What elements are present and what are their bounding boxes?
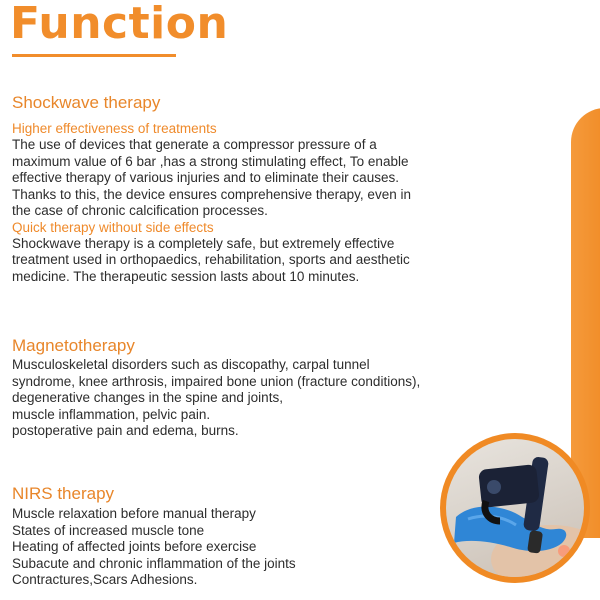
therapy-device-photo bbox=[446, 439, 584, 577]
device-lens bbox=[487, 480, 501, 494]
title-underline bbox=[12, 54, 176, 57]
shockwave-paragraph-quick bbox=[12, 236, 494, 286]
text-line: Contractures,Scars Adhesions. bbox=[12, 572, 198, 587]
text-line: Musculoskeletal disorders such as discopathy, carpal tunnel bbox=[12, 357, 370, 372]
text-line: effective therapy of various injuries and to eliminate their causes. bbox=[12, 170, 399, 185]
magnetotherapy-section bbox=[12, 335, 494, 440]
therapy-device-illustration bbox=[446, 439, 584, 577]
text-line: The use of devices that generate a compressor pressure of a bbox=[12, 137, 377, 152]
text-line: Subacute and chronic inflammation of the joints bbox=[12, 555, 296, 571]
text-line: maximum value of 6 bar ,has a strong stimulating effect, To enable bbox=[12, 153, 409, 169]
text-line: Heating of affected joints before exercise bbox=[12, 539, 257, 554]
text-line: the case of chronic calcification processes. bbox=[12, 203, 268, 218]
magnetotherapy-list bbox=[12, 357, 494, 440]
shockwave-subheading-quick: Quick therapy without side effects bbox=[12, 219, 214, 235]
text-line: degenerative changes in the spine and joints, bbox=[12, 390, 283, 405]
shockwave-subheading-effectiveness: Higher effectiveness of treatments bbox=[12, 121, 217, 136]
text-line: muscle inflammation, pelvic pain. bbox=[12, 406, 211, 422]
nirs-list bbox=[12, 506, 494, 589]
nirs-heading: NIRS therapy bbox=[12, 484, 115, 503]
text-line: Thanks to this, the device ensures comprehensive therapy, even in bbox=[12, 186, 411, 202]
shockwave-section bbox=[12, 92, 494, 285]
text-line: syndrome, knee arthrosis, impaired bone union (fracture conditions), bbox=[12, 373, 421, 389]
text-line: Muscle relaxation before manual therapy bbox=[12, 506, 256, 521]
text-line: medicine. The therapeutic session lasts about 10 minutes. bbox=[12, 268, 360, 284]
shockwave-paragraph-effectiveness bbox=[12, 137, 494, 220]
text-line: States of increased muscle tone bbox=[12, 522, 205, 538]
text-line: postoperative pain and edema, burns. bbox=[12, 423, 239, 438]
page-title: Function bbox=[10, 0, 229, 49]
text-line: Shockwave therapy is a completely safe, but extremely effective bbox=[12, 235, 395, 251]
magnetotherapy-heading: Magnetotherapy bbox=[12, 336, 135, 355]
shockwave-heading: Shockwave therapy bbox=[12, 93, 161, 112]
nirs-section bbox=[12, 483, 494, 589]
text-line: treatment used in orthopaedics, rehabilitation, sports and aesthetic bbox=[12, 252, 410, 267]
